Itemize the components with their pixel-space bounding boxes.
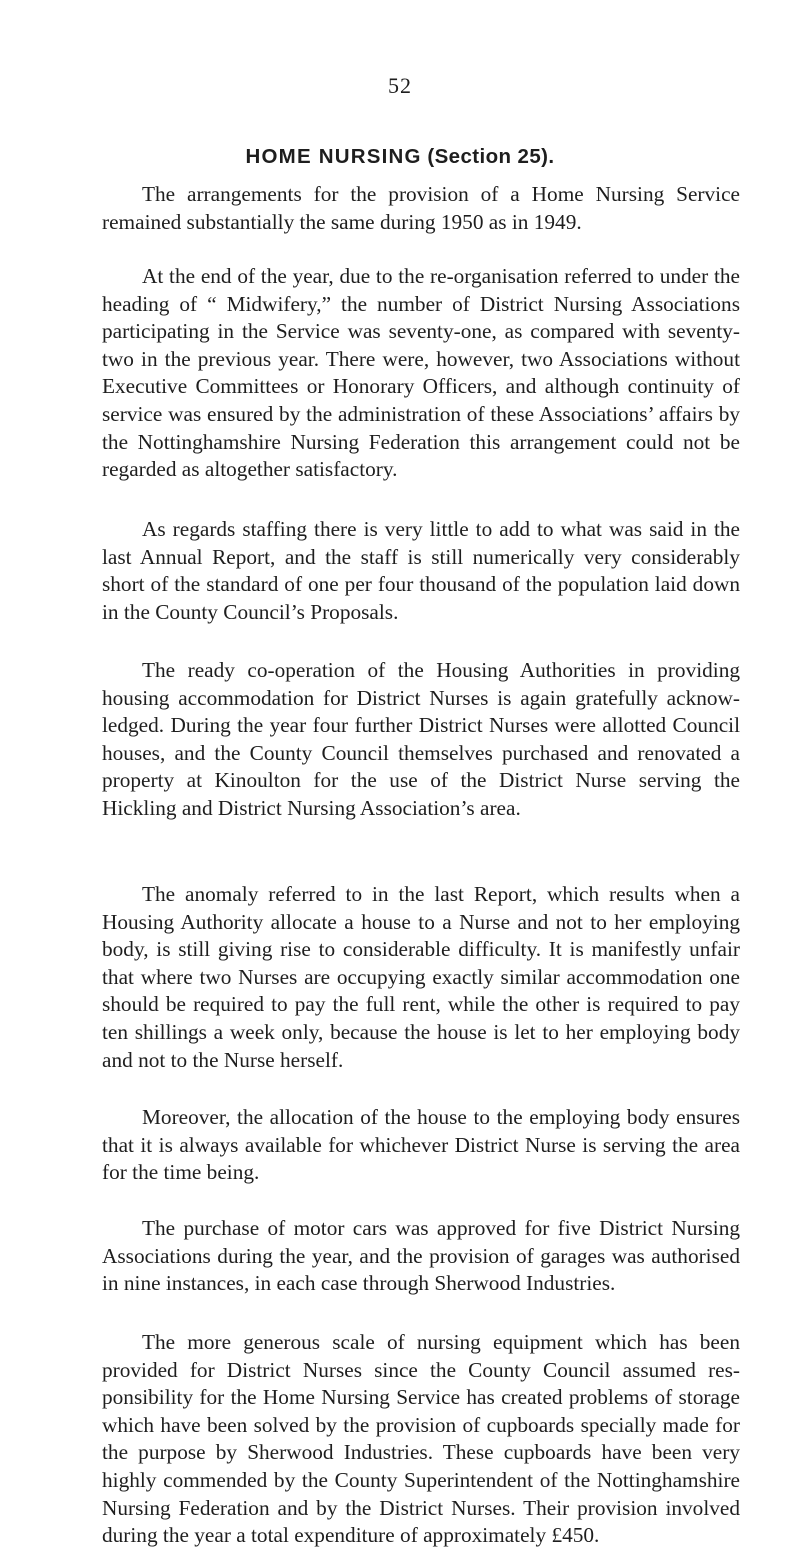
paragraph-motor-cars: The purchase of motor cars was approved for five District Nursing Associations during the year, and the provision of garages was authorised in nine instances, in each case through Sherwood Industries. (102, 1216, 740, 1296)
paragraph-allocation: Moreover, the allocation of the house to the employing body ensures that it is always available for whichever District Nurse is serving the area for the time being. (102, 1105, 740, 1185)
section-heading (0, 142, 800, 172)
paragraph-anomaly: The anomaly referred to in the last Report, which results when a Housing Authority allocate a house to a Nurse and not to her employing body, is still giving rise to considerable difficulty. It is manifestly unfair that where two Nurses are occupying exactly similar accommodation one should be required to pay the full rent, while the other is required to pay ten shillings a week only, because the house is let to her employing body and not to the Nurse herself. (102, 882, 740, 1072)
heading-title: HOME NURSING (245, 145, 422, 168)
paragraph-arrangements: The arrangements for the provision of a Home Nursing Service remained substantially the same during 1950 as in 1949. (102, 182, 740, 234)
paragraph-housing: The ready co-operation of the Housing Authorities in providing housing accommodation for District Nurses is again gratefully acknowledged. During the year four further District Nurses were allotted Council houses, and the County Council themselves purchased and renovated a property at Kinoulton for the use of the District Nurse serving the Hickling and District Nursing Association’s area. (102, 658, 740, 820)
paragraph-equipment: The more generous scale of nursing equipment which has been provided for District Nurses since the County Council assumed responsibility for the Home Nursing Service has created problems of storage which have been solved by the provision of cupboards specially made for the purpose by Sherwood Industries. These cupboards have been very highly commended by the County Superintendent of the Nottinghamshire Nursing Federation and by the District Nurses. Their provision involved during the year a total expenditure of approximately £450. (102, 1330, 740, 1548)
heading-section-ref: (Section 25). (427, 145, 555, 168)
paragraph-associations: At the end of the year, due to the re-organisation referred to under the heading of “ Midwifery,” the number of District Nursing Associations participating in the Service was seventy-one, as compared with seventy-two in the previous year. There were, however, two Associations without Executive Committees or Honorary Officers, and although continuity of service was ensured by the administration of these Associations’ affairs by the Nottinghamshire Nursing Federation this arrangement could not be regarded as altogether satisfactory. (102, 264, 740, 482)
paragraph-staffing: As regards staffing there is very little to add to what was said in the last Annual Report, and the staff is still numerically very considerably short of the standard of one per four thousand of the population laid down in the County Council’s Proposals. (102, 517, 740, 624)
page-number: 52 (388, 73, 412, 98)
